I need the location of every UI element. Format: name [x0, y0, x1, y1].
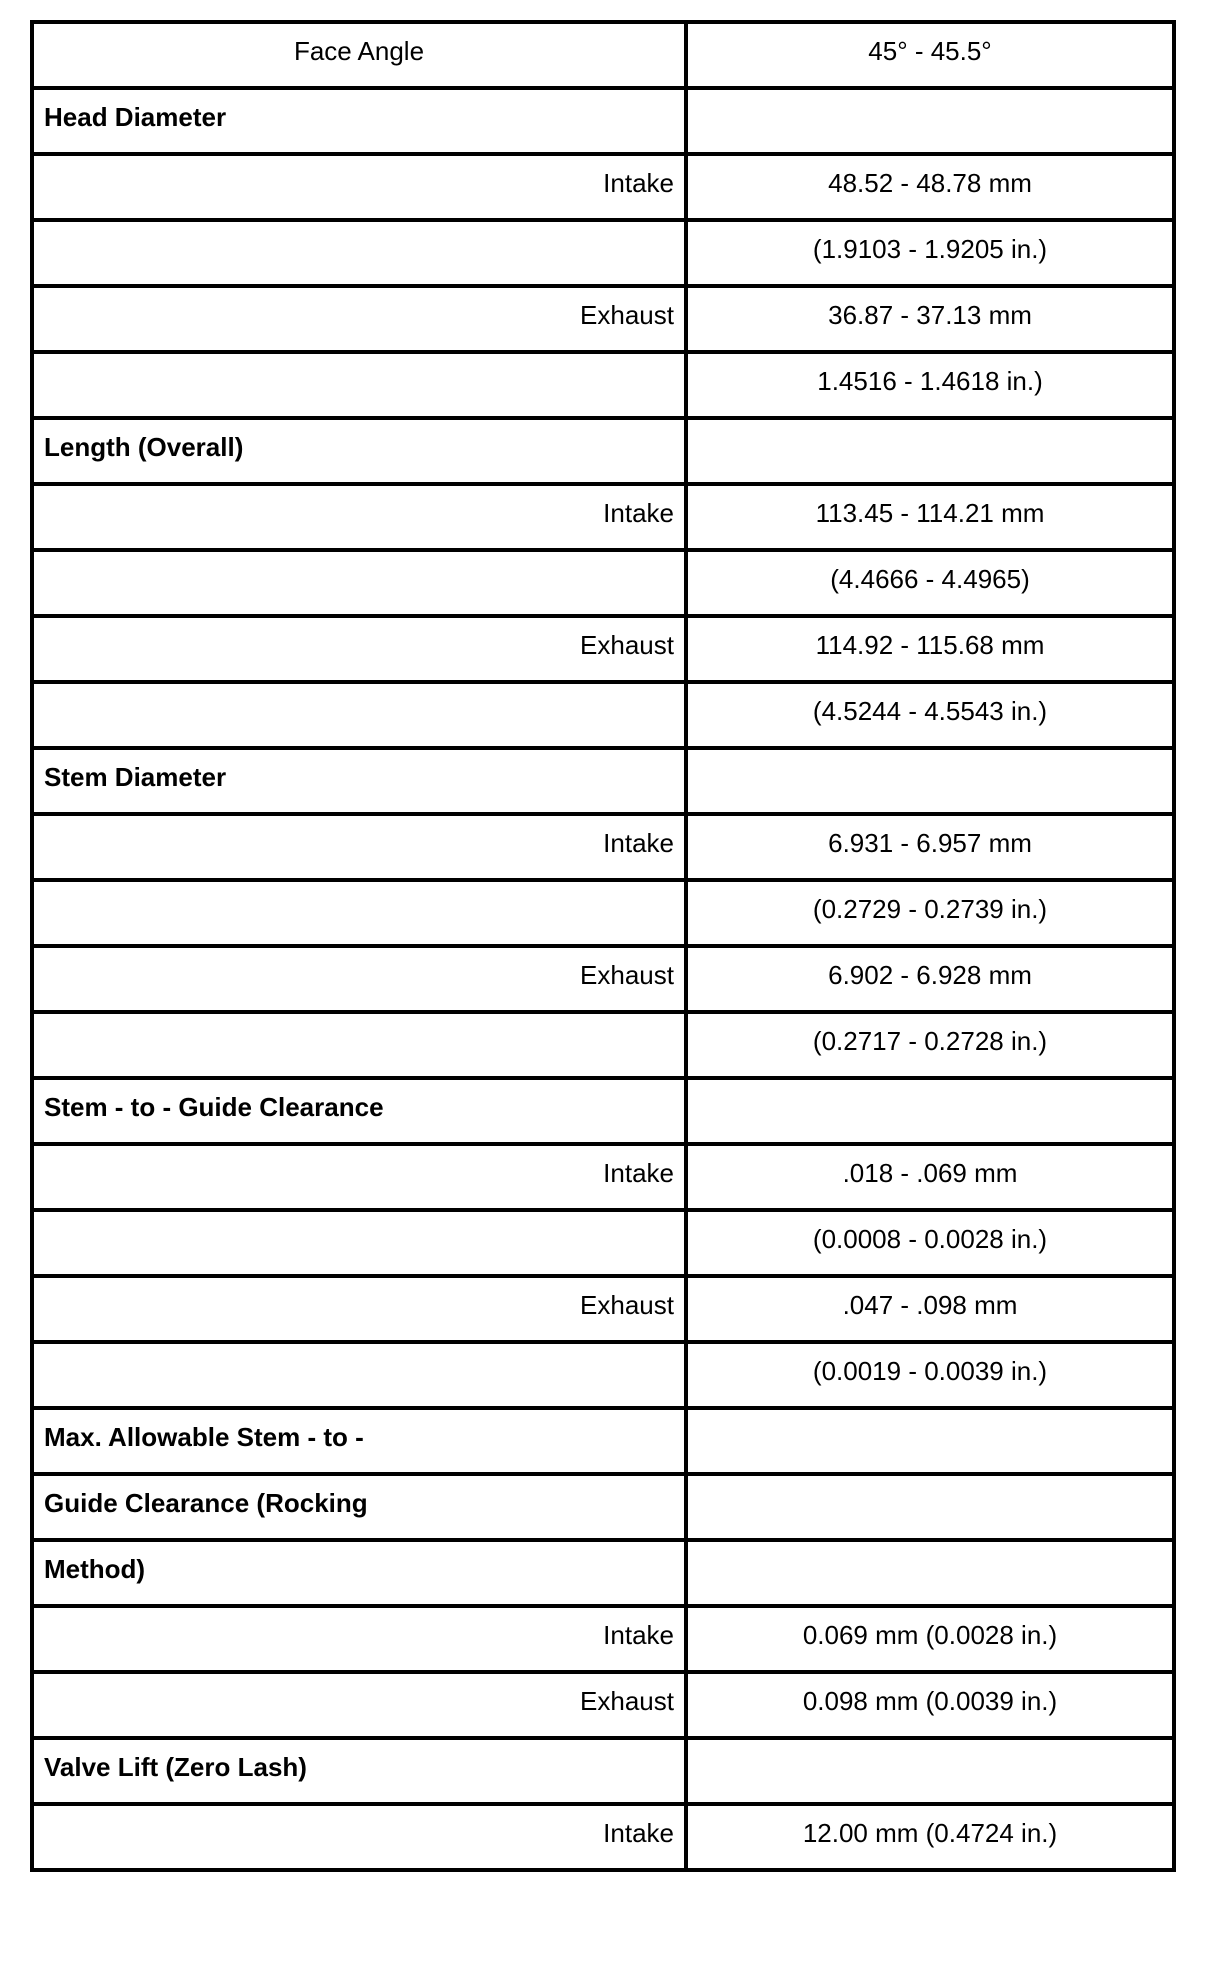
section-label: Stem Diameter — [32, 748, 686, 814]
table-row — [32, 484, 1174, 550]
table-row — [32, 616, 1174, 682]
valve-spec-table — [30, 20, 1176, 1872]
row-label: Exhaust — [32, 616, 686, 682]
table-row — [32, 1276, 1174, 1342]
row-label — [32, 1012, 686, 1078]
row-value: .047 - .098 mm — [686, 1276, 1174, 1342]
table-row — [32, 1804, 1174, 1870]
row-value: .018 - .069 mm — [686, 1144, 1174, 1210]
row-label — [32, 352, 686, 418]
table-row — [32, 1342, 1174, 1408]
table-row — [32, 22, 1174, 88]
row-value: (1.9103 - 1.9205 in.) — [686, 220, 1174, 286]
row-value: (0.0008 - 0.0028 in.) — [686, 1210, 1174, 1276]
table-row — [32, 1012, 1174, 1078]
row-label — [32, 550, 686, 616]
row-value: 0.069 mm (0.0028 in.) — [686, 1606, 1174, 1672]
row-value: 6.902 - 6.928 mm — [686, 946, 1174, 1012]
row-label: Intake — [32, 484, 686, 550]
section-label: Guide Clearance (Rocking — [32, 1474, 686, 1540]
row-value: 48.52 - 48.78 mm — [686, 154, 1174, 220]
spec-table-body — [32, 22, 1174, 1870]
section-label: Max. Allowable Stem - to - — [32, 1408, 686, 1474]
row-value — [686, 88, 1174, 154]
section-label: Length (Overall) — [32, 418, 686, 484]
table-row — [32, 880, 1174, 946]
row-value — [686, 1738, 1174, 1804]
table-row — [32, 1672, 1174, 1738]
table-row — [32, 1738, 1174, 1804]
row-value — [686, 1474, 1174, 1540]
row-value — [686, 1408, 1174, 1474]
row-value — [686, 1540, 1174, 1606]
table-row — [32, 286, 1174, 352]
table-row — [32, 748, 1174, 814]
row-label — [32, 1210, 686, 1276]
row-label — [32, 220, 686, 286]
row-label: Intake — [32, 1606, 686, 1672]
table-row — [32, 550, 1174, 616]
row-label: Exhaust — [32, 1672, 686, 1738]
row-label: Exhaust — [32, 286, 686, 352]
table-row — [32, 1078, 1174, 1144]
table-row — [32, 682, 1174, 748]
row-value: 45° - 45.5° — [686, 22, 1174, 88]
row-value: 0.098 mm (0.0039 in.) — [686, 1672, 1174, 1738]
row-value: (0.2729 - 0.2739 in.) — [686, 880, 1174, 946]
table-row — [32, 1408, 1174, 1474]
row-label: Intake — [32, 814, 686, 880]
row-label: Face Angle — [32, 22, 686, 88]
table-row — [32, 88, 1174, 154]
row-value: (0.2717 - 0.2728 in.) — [686, 1012, 1174, 1078]
section-label: Stem - to - Guide Clearance — [32, 1078, 686, 1144]
table-row — [32, 352, 1174, 418]
table-row — [32, 154, 1174, 220]
row-label: Exhaust — [32, 1276, 686, 1342]
section-label: Method) — [32, 1540, 686, 1606]
row-value: (4.5244 - 4.5543 in.) — [686, 682, 1174, 748]
section-label: Head Diameter — [32, 88, 686, 154]
table-row — [32, 220, 1174, 286]
row-value: 1.4516 - 1.4618 in.) — [686, 352, 1174, 418]
row-label — [32, 880, 686, 946]
table-row — [32, 946, 1174, 1012]
section-label: Valve Lift (Zero Lash) — [32, 1738, 686, 1804]
row-value: (0.0019 - 0.0039 in.) — [686, 1342, 1174, 1408]
table-row — [32, 418, 1174, 484]
table-row — [32, 1144, 1174, 1210]
row-value: 6.931 - 6.957 mm — [686, 814, 1174, 880]
row-label — [32, 1342, 686, 1408]
row-value — [686, 1078, 1174, 1144]
row-label: Intake — [32, 154, 686, 220]
row-label — [32, 682, 686, 748]
row-label: Intake — [32, 1804, 686, 1870]
table-row — [32, 1606, 1174, 1672]
row-label: Exhaust — [32, 946, 686, 1012]
row-value: (4.4666 - 4.4965) — [686, 550, 1174, 616]
row-value: 114.92 - 115.68 mm — [686, 616, 1174, 682]
table-row — [32, 1540, 1174, 1606]
table-row — [32, 1210, 1174, 1276]
row-value — [686, 748, 1174, 814]
row-value: 36.87 - 37.13 mm — [686, 286, 1174, 352]
table-row — [32, 1474, 1174, 1540]
table-row — [32, 814, 1174, 880]
row-value: 12.00 mm (0.4724 in.) — [686, 1804, 1174, 1870]
row-value: 113.45 - 114.21 mm — [686, 484, 1174, 550]
row-label: Intake — [32, 1144, 686, 1210]
row-value — [686, 418, 1174, 484]
